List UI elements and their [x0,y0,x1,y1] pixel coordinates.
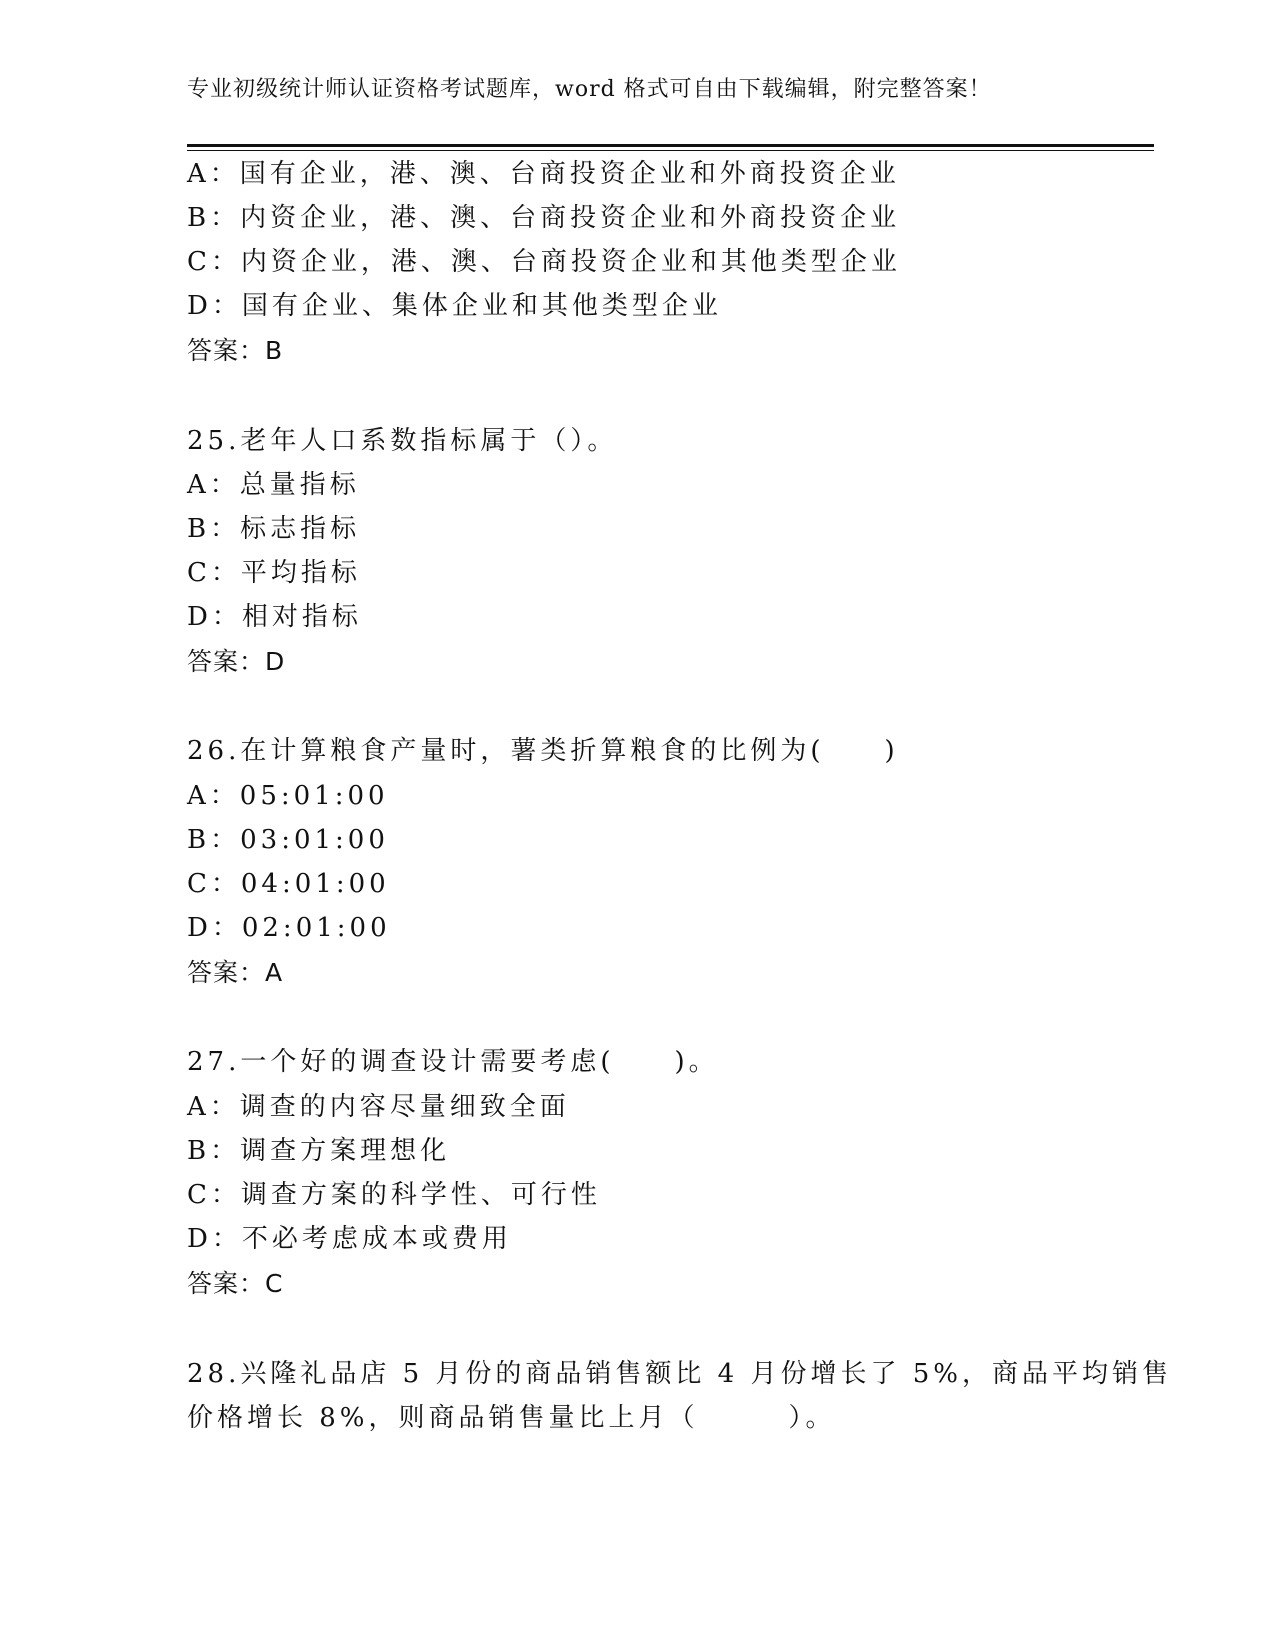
q27-option-b: B：调查方案理想化 [187,1136,451,1166]
q24-option-c: C：内资企业，港、澳、台商投资企业和其他类型企业 [187,247,901,277]
q27-answer: 答案：C [187,1269,284,1298]
q25-option-d: D：相对指标 [187,602,362,632]
q25-answer: 答案：D [187,647,286,676]
q26-option-c: C：04:01:00 [187,869,390,899]
q26-option-b: B：03:01:00 [187,825,389,855]
q25-option-c: C：平均指标 [187,558,361,588]
q25-option-a: A：总量指标 [187,470,360,500]
q24-option-b: B：内资企业，港、澳、台商投资企业和外商投资企业 [187,203,901,233]
page-header: 专业初级统计师认证资格考试题库，word 格式可自由下载编辑，附完整答案！ [187,77,992,102]
q24-answer: 答案：B [187,336,284,365]
header-rule-thick [187,144,1154,147]
q27-option-a: A：调查的内容尽量细致全面 [187,1092,570,1122]
q24-option-a: A：国有企业，港、澳、台商投资企业和外商投资企业 [187,159,900,189]
q25-option-b: B：标志指标 [187,514,361,544]
q27-option-d: D：不必考虑成本或费用 [187,1224,512,1254]
q24-option-d: D：国有企业、集体企业和其他类型企业 [187,291,722,321]
q26-option-d: D：02:01:00 [187,913,391,943]
q26-answer: 答案：A [187,958,284,987]
q27-stem: 27.一个好的调查设计需要考虑( )。 [187,1047,719,1077]
q26-stem: 26.在计算粮食产量时，薯类折算粮食的比例为( ) [187,736,899,766]
q27-option-c: C：调查方案的科学性、可行性 [187,1180,601,1210]
q28-stem-line1: 28.兴隆礼品店 5 月份的商品销售额比 4 月份增长了 5%，商品平均销售 [187,1359,1173,1389]
q25-stem: 25.老年人口系数指标属于（）。 [187,426,618,456]
q26-option-a: A：05:01:00 [187,781,389,811]
q28-stem-line2: 价格增长 8%，则商品销售量比上月（ ）。 [187,1403,836,1433]
header-rule-thin [187,150,1154,151]
